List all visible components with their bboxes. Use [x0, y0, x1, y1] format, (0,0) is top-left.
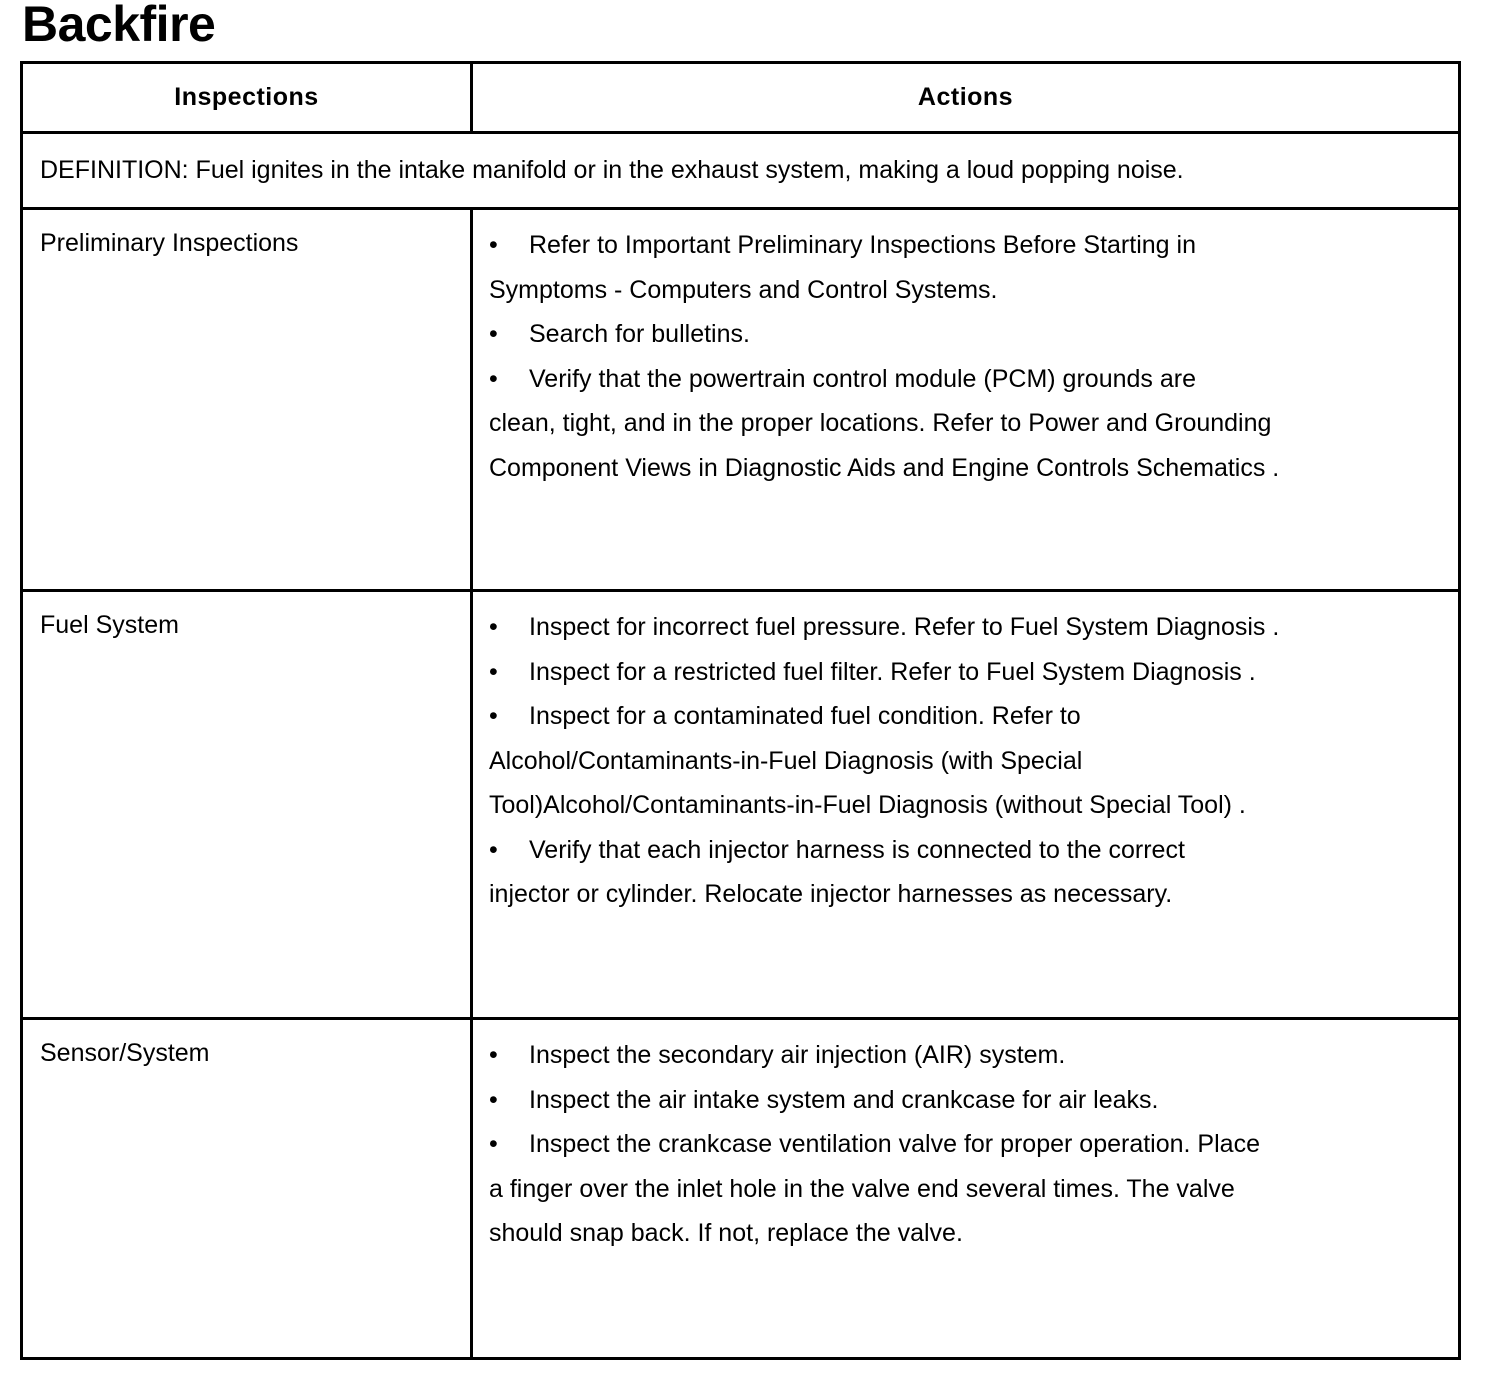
bullet-icon: •: [489, 1041, 498, 1069]
action-bullet-item: [489, 828, 1458, 873]
inspection-label: Preliminary Inspections: [22, 209, 472, 591]
action-bullet-item: [489, 650, 1458, 695]
definition-text: DEFINITION: Fuel ignites in the intake manifold or in the exhaust system, making a loud popping noise.: [22, 133, 1460, 209]
inspection-label: Fuel System: [22, 591, 472, 1019]
action-bullet-item: [489, 694, 1458, 739]
bullet-icon: •: [489, 702, 498, 730]
action-text: Refer to Important Preliminary Inspections Before Starting in: [529, 231, 1196, 259]
action-text: Inspect the secondary air injection (AIR) system.: [529, 1041, 1066, 1069]
action-text: Tool)Alcohol/Contaminants-in-Fuel Diagnosis (without Special Tool) .: [489, 791, 1246, 819]
inspection-label: Sensor/System: [22, 1019, 472, 1359]
action-text: clean, tight, and in the proper locations. Refer to Power and Grounding: [489, 409, 1272, 437]
action-continuation-line: [489, 1167, 1458, 1212]
action-bullet-item: [489, 605, 1458, 650]
bullet-icon: •: [489, 1085, 498, 1114]
action-text: Verify that the powertrain control module (PCM) grounds are: [529, 364, 1196, 393]
action-text: Verify that each injector harness is connected to the correct: [529, 835, 1185, 864]
action-bullet-item: [489, 312, 1458, 357]
action-text: a finger over the inlet hole in the valve end several times. The valve: [489, 1174, 1235, 1203]
definition-row: [22, 133, 1460, 209]
action-text: Inspect for a contaminated fuel condition. Refer to: [529, 702, 1081, 730]
page-title: Backfire: [22, 0, 216, 52]
action-continuation-line: [489, 1211, 1458, 1256]
actions-cell: [472, 1019, 1460, 1359]
action-text: Alcohol/Contaminants-in-Fuel Diagnosis (with Special: [489, 746, 1083, 775]
bullet-icon: •: [489, 657, 498, 686]
action-continuation-line: [489, 739, 1458, 784]
action-text: Inspect for a restricted fuel filter. Refer to Fuel System Diagnosis .: [529, 657, 1256, 686]
action-bullet-item: [489, 357, 1458, 402]
action-text: injector or cylinder. Relocate injector harnesses as necessary.: [489, 880, 1173, 908]
action-text: Component Views in Diagnostic Aids and Engine Controls Schematics .: [489, 453, 1280, 482]
action-bullet-item: [489, 1122, 1458, 1167]
bullet-icon: •: [489, 1130, 498, 1158]
action-continuation-line: [489, 401, 1458, 446]
actions-cell: [472, 209, 1460, 591]
table-header-row: [22, 63, 1460, 133]
header-actions: Actions: [472, 63, 1460, 133]
action-continuation-line: [489, 783, 1458, 828]
action-text: Inspect the air intake system and crankcase for air leaks.: [529, 1085, 1159, 1114]
action-bullet-item: [489, 1033, 1458, 1078]
action-bullet-item: [489, 1078, 1458, 1123]
action-bullet-item: [489, 223, 1458, 268]
table-row: [22, 1019, 1460, 1359]
action-text: Search for bulletins.: [529, 320, 750, 348]
action-text: Inspect for incorrect fuel pressure. Refer to Fuel System Diagnosis .: [529, 613, 1280, 641]
table-row: [22, 591, 1460, 1019]
bullet-icon: •: [489, 613, 498, 641]
bullet-icon: •: [489, 320, 498, 348]
header-inspections: Inspections: [22, 63, 472, 133]
table-row: [22, 209, 1460, 591]
backfire-table: [20, 61, 1461, 1360]
action-text: should snap back. If not, replace the valve.: [489, 1219, 963, 1247]
action-continuation-line: [489, 872, 1458, 917]
action-text: Symptoms - Computers and Control Systems.: [489, 275, 998, 304]
bullet-icon: •: [489, 231, 498, 259]
bullet-icon: •: [489, 364, 498, 393]
action-text: Inspect the crankcase ventilation valve for proper operation. Place: [529, 1130, 1260, 1158]
action-continuation-line: [489, 446, 1458, 491]
bullet-icon: •: [489, 835, 498, 864]
action-continuation-line: [489, 268, 1458, 313]
actions-cell: [472, 591, 1460, 1019]
